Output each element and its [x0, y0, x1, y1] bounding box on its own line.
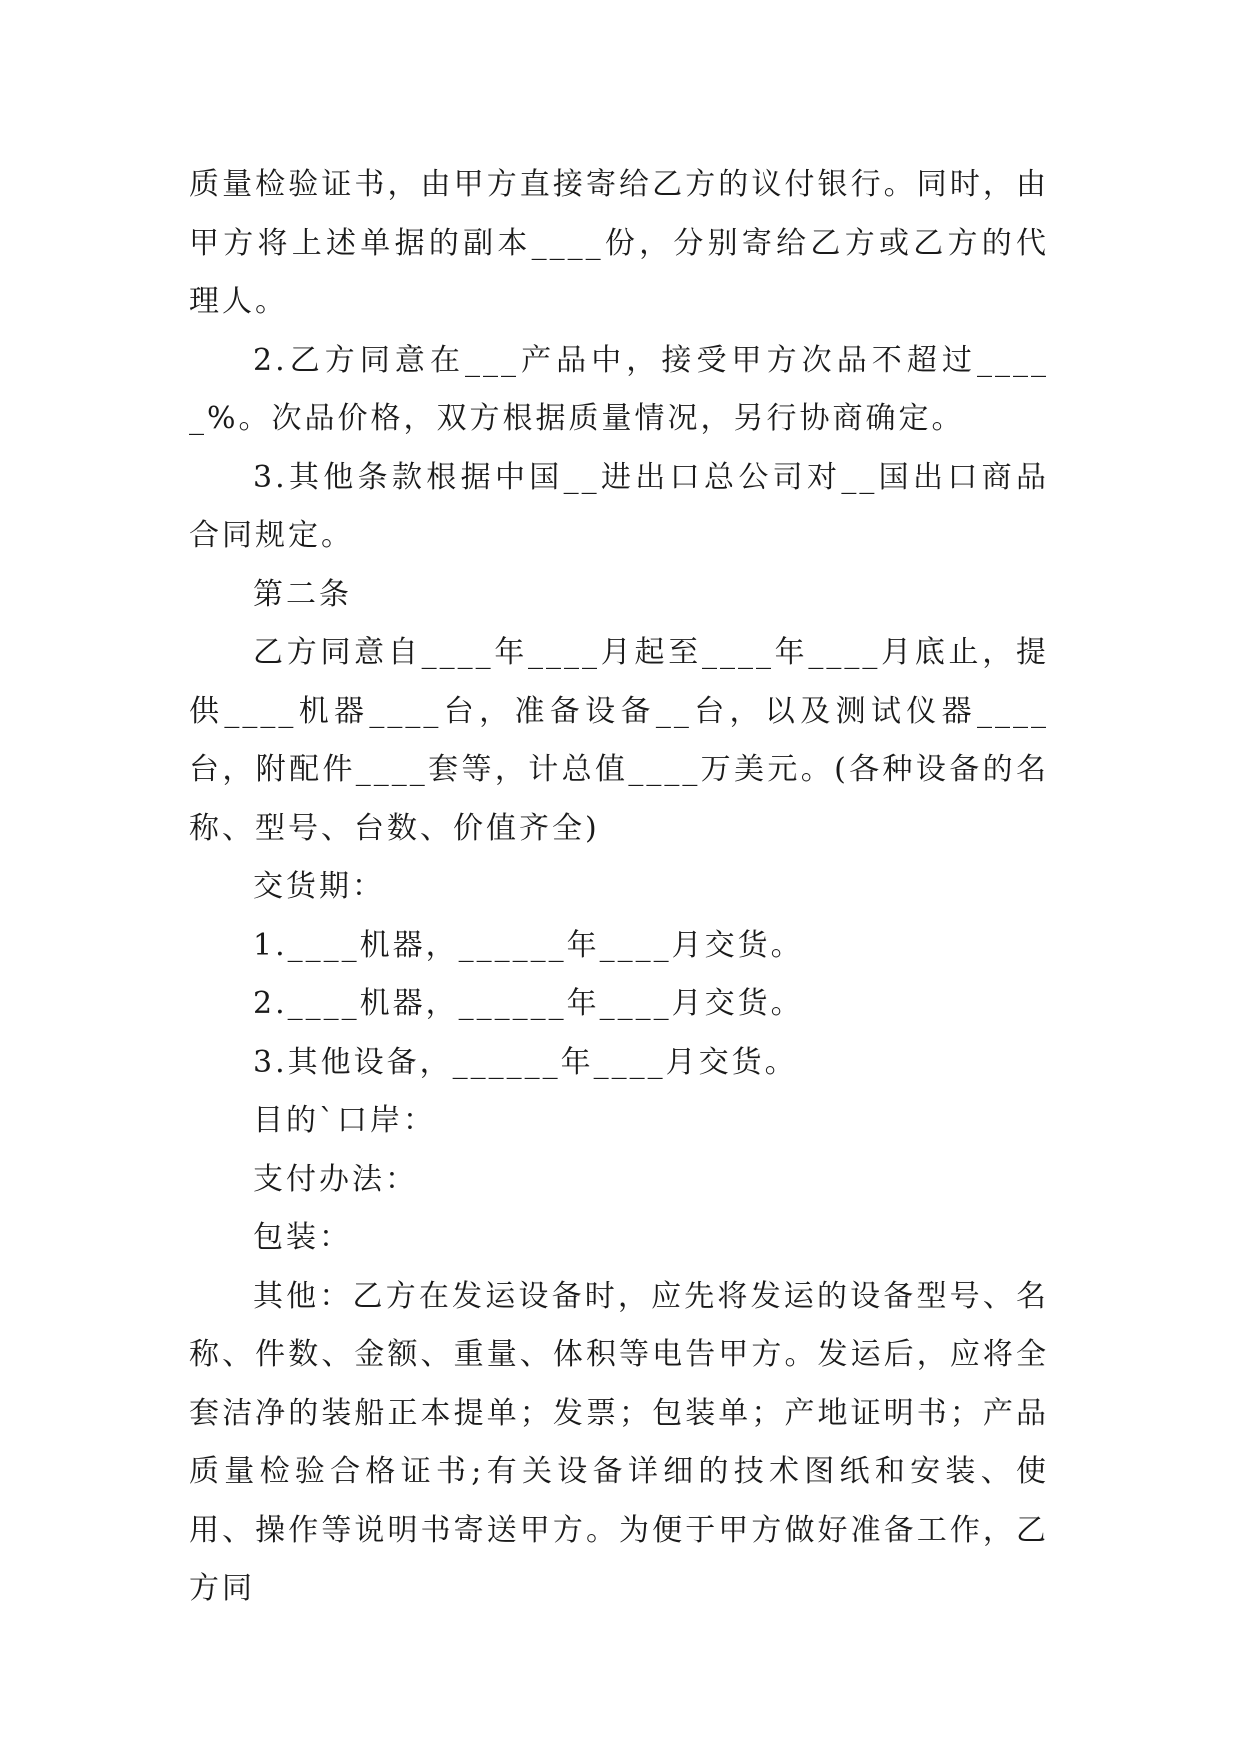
- heading-article-2: 第二条: [253, 576, 352, 612]
- label-packaging: 包装：: [253, 1220, 352, 1255]
- paragraph-other-shipping-notice: 其他：乙方在发运设备时，应先将发运的设备型号、名称、件数、金额、重量、体积等电告甲方。发运后，应将全套洁净的装船正本提单；发票；包装单；产地证明书；产品质量检验合格证书;有关设备详细的技术图纸和安装、使用、操作等说明书寄送甲方。为便于甲方做好准备工作，乙方同: [189, 1278, 1049, 1606]
- delivery-item-1: 1.____机器，______年____月交货。: [253, 927, 804, 963]
- paragraph-clause-3-other-terms: 3.其他条款根据中国__进出口总公司对__国出口商品合同规定。: [189, 459, 1049, 553]
- delivery-item-3: 3.其他设备，______年____月交货。: [253, 1044, 798, 1080]
- paragraph-clause-2-defects: 2.乙方同意在___产品中，接受甲方次品不超过_____%。次品价格，双方根据质量情况，另行协商确定。: [189, 342, 1049, 436]
- document-body: [189, 156, 1049, 1619]
- label-destination-port: 目的`口岸：: [253, 1103, 436, 1138]
- paragraph-supply-terms: 乙方同意自____年____月起至____年____月底止，提供____机器____台，准备设备__台，以及测试仪器____台，附配件____套等，计总值____万美元。(各种设备的名称、型号、台数、价值齐全): [189, 635, 1049, 846]
- label-payment-method: 支付办法：: [253, 1161, 418, 1197]
- delivery-item-2: 2.____机器，______年____月交货。: [253, 986, 804, 1021]
- paragraph-inspection-certificate: 质量检验证书，由甲方直接寄给乙方的议付银行。同时，由甲方将上述单据的副本____份，分别寄给乙方或乙方的代理人。: [189, 167, 1049, 319]
- label-delivery-period: 交货期：: [253, 869, 385, 904]
